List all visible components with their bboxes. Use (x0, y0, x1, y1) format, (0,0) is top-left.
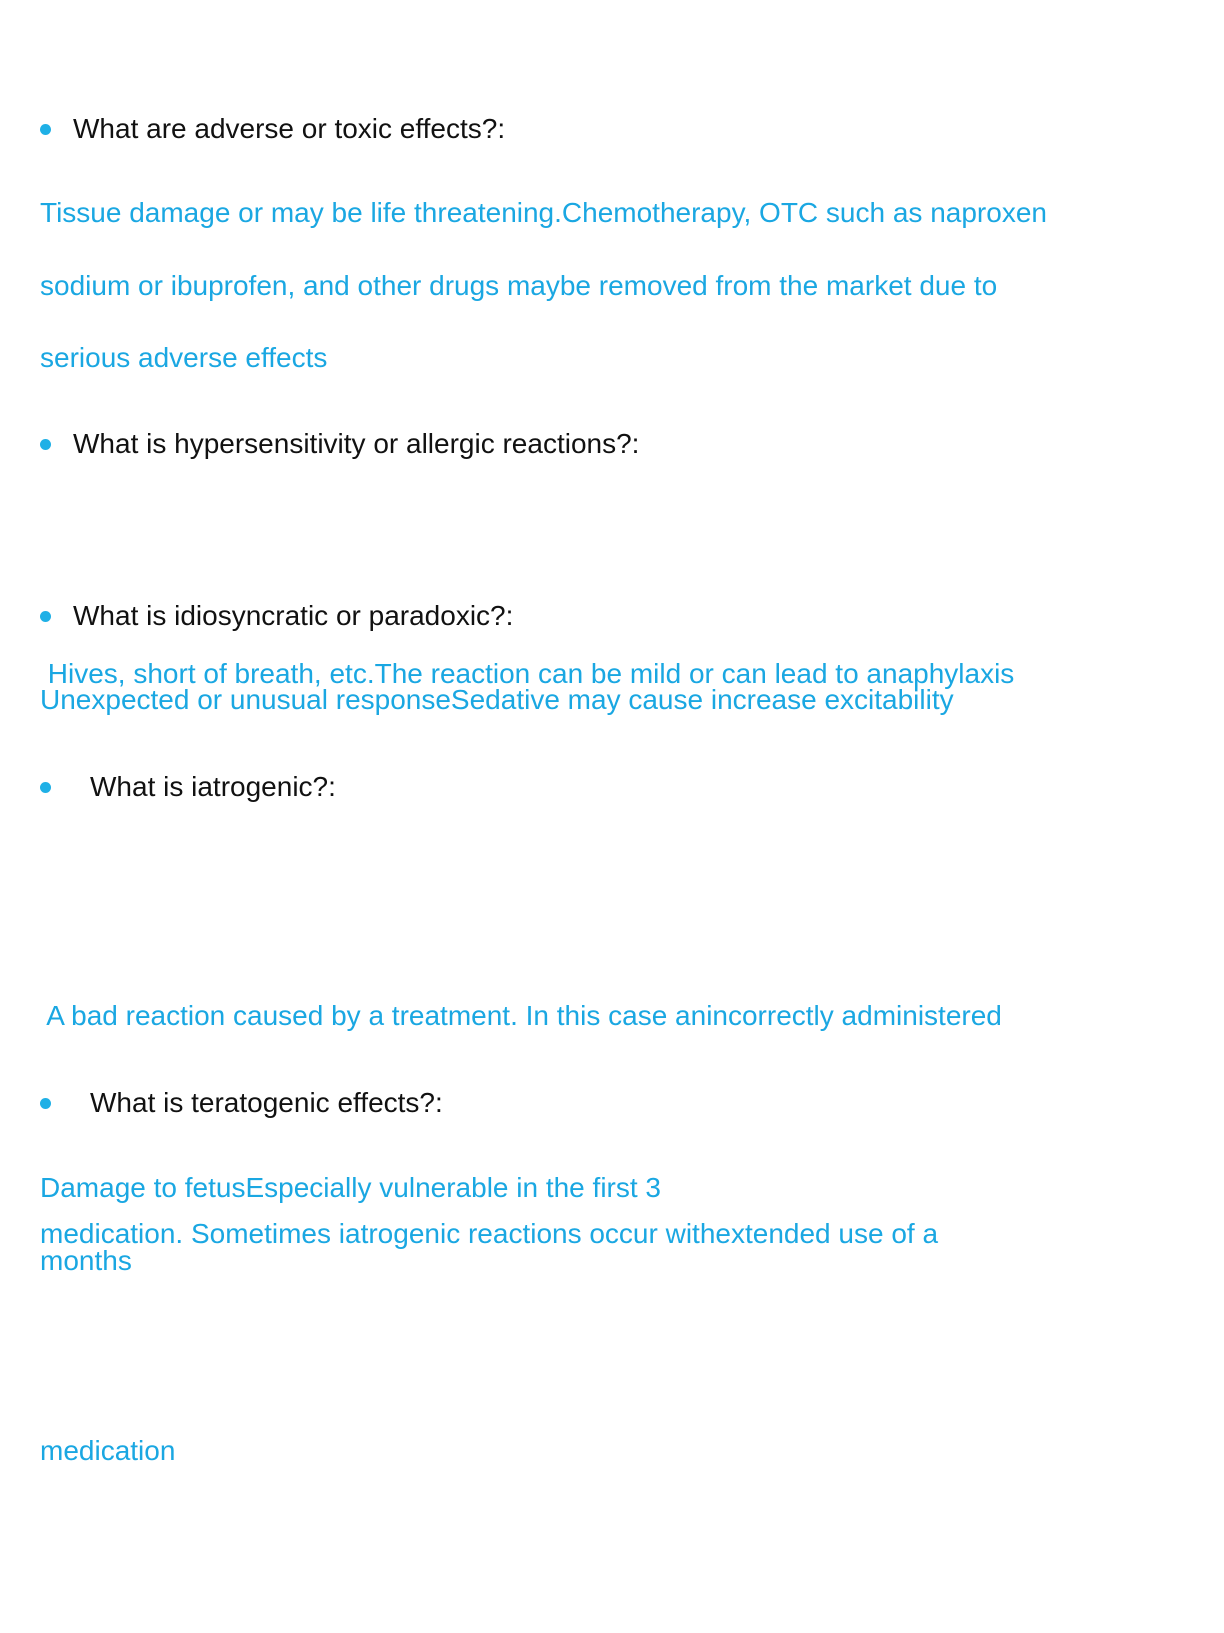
answer-line: Hives, short of breath, etc.The reaction can be mild or can lead to anaphylaxis (40, 658, 1015, 689)
bullet-dot-icon (40, 611, 51, 622)
answer-line: medication. Sometimes iatrogenic reactions occur withextended use of a (40, 1217, 939, 1249)
answer-line: A bad reaction caused by a treatment. In this case anincorrectly administered (40, 1000, 1002, 1031)
question-text: What is hypersensitivity or allergic reactions?: (73, 428, 640, 459)
question-text: What are adverse or toxic effects?: (73, 113, 506, 144)
answer-line: months (40, 1244, 132, 1276)
answer-line: Tissue damage or may be life threatening.Chemotherapy, OTC such as naproxen (40, 197, 1047, 228)
question-item (40, 767, 336, 807)
answer-line: serious adverse effects (40, 342, 328, 373)
question-text: What is teratogenic effects?: (90, 1087, 443, 1118)
bullet-dot-icon (40, 1098, 51, 1109)
question-text: What is idiosyncratic or paradoxic?: (73, 600, 514, 631)
answer-block (40, 177, 1047, 395)
question-item (40, 1083, 443, 1123)
question-item (40, 109, 505, 149)
bullet-dot-icon (40, 124, 51, 135)
question-item (40, 424, 639, 464)
answer-block (40, 1152, 661, 1297)
answer-line: Damage to fetusEspecially vulnerable in the first 3 (40, 1172, 661, 1203)
answer-line: Unexpected or unusual responseSedative may cause increase excitability (40, 684, 954, 715)
answer-line: medication (40, 1435, 176, 1466)
answer-block (40, 664, 954, 737)
answer-line: sodium or ibuprofen, and other drugs maybe removed from the market due to (40, 269, 998, 301)
bullet-dot-icon (40, 439, 51, 450)
bullet-dot-icon (40, 782, 51, 793)
question-item (40, 596, 513, 636)
question-text: What is iatrogenic?: (90, 771, 336, 802)
